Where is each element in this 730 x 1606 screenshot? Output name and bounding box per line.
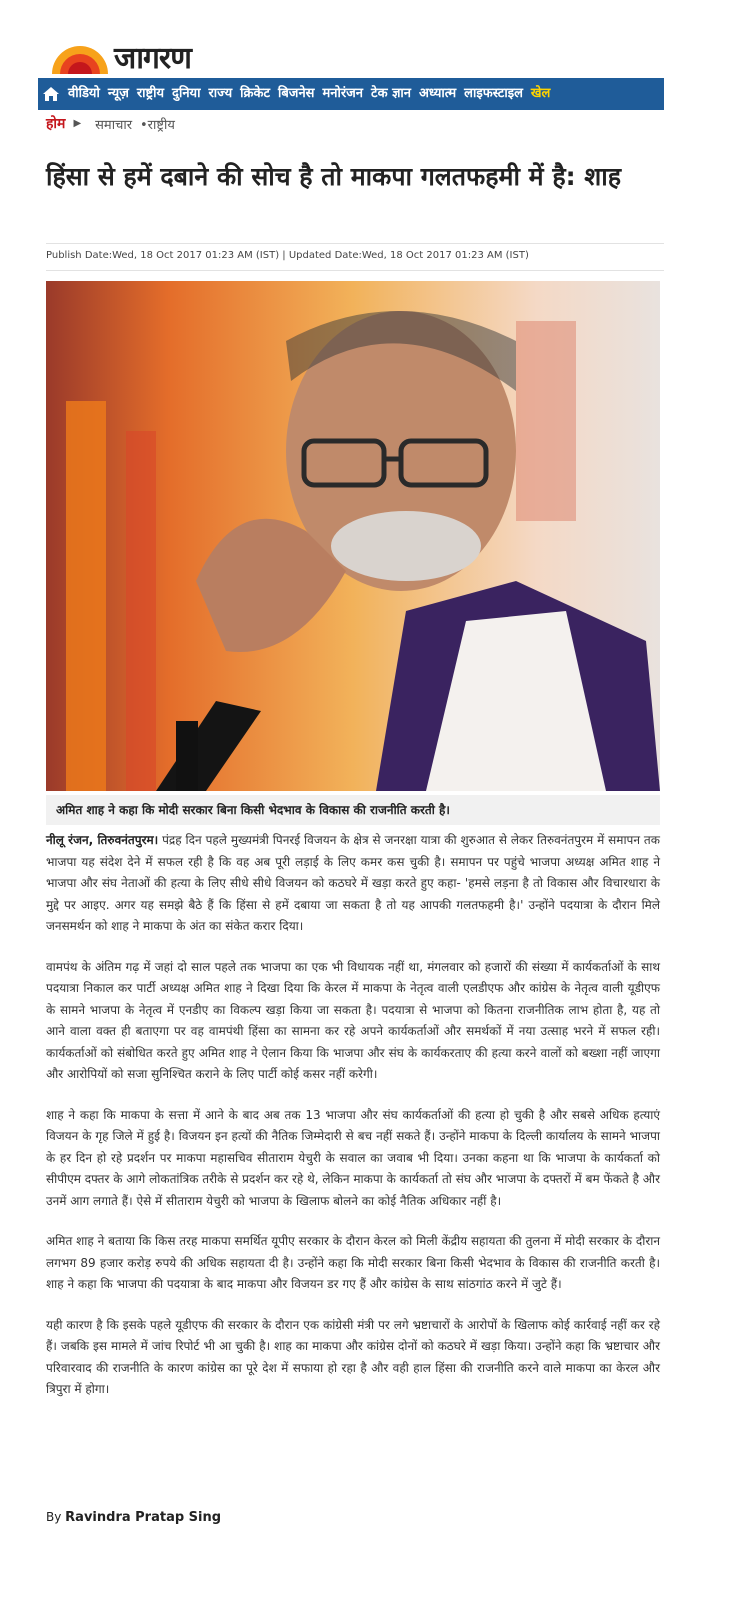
- breadcrumb-home[interactable]: होम: [46, 116, 66, 132]
- article-title: हिंसा से हमें दबाने की सोच है तो माकपा गलतफहमी में है: शाह: [46, 162, 622, 191]
- publish-dates: Publish Date:Wed, 18 Oct 2017 01:23 AM (IST) | Updated Date:Wed, 18 Oct 2017 01:23 AM (IST): [46, 250, 529, 261]
- article-body: [46, 830, 660, 1420]
- home-icon[interactable]: [38, 78, 64, 110]
- paragraph: अमित शाह ने बताया कि किस तरह माकपा समर्थित यूपीए सरकार के दौरान केरल को मिली केंद्रीय सहायता की तुलना में मोदी सरकार के दौरान लगभग 89 हजार करोड़ रुपये की अधिक सहायता दी है। उन्होंने कहा कि मोदी सरकार बिना किसी भेदभाव के विकास की राजनीति करती है। शाह ने कहा कि भाजपा की पदयात्रा के बाद माकपा और विजयन डर गए हैं और कांग्रेस के साथ सांठगांठ करने में जुटे हैं।: [46, 1234, 660, 1291]
- paragraph: [46, 830, 660, 938]
- breadcrumb-subsection[interactable]: •राष्ट्रीय: [140, 117, 175, 133]
- brand-name: जागरण: [114, 40, 191, 76]
- nav-item-video[interactable]: वीडियो: [68, 86, 100, 101]
- sun-logo-icon: [50, 38, 110, 74]
- photo-caption: अमित शाह ने कहा कि मोदी सरकार बिना किसी भेदभाव के विकास की राजनीति करती है।: [46, 795, 660, 825]
- jagran-logo[interactable]: [50, 36, 191, 76]
- breadcrumb: [46, 114, 175, 133]
- nav-item-world[interactable]: दुनिया: [172, 86, 201, 101]
- nav-item-entertainment[interactable]: मनोरंजन: [322, 86, 364, 101]
- paragraph: शाह ने कहा कि माकपा के सत्ता में आने के बाद अब तक 13 भाजपा और संघ कार्यकर्ताओं की हत्या हो चुकी है और सबसे अधिक हत्याएं विजयन के गृह जिले में हुई है। विजयन इन हत्यों की नैतिक जिम्मेदारी से बच नहीं सकते हैं। उन्होंने माकपा के दिल्ली कार्यालय के सामने भाजपा के हर दिन हो रहे प्रदर्शन पर माकपा महासचिव सीताराम येचुरी के सवाल का जवाब भी दिया। उनका कहना था कि भाजपा के कार्यकर्ता को सीपीएम दफ्तर के आगे लोकतांत्रिक तरीके से प्रदर्शन कर रहे थे, लेकिन माकपा के कार्यकर्ता तो संघ और भाजपा के दफ्तरों में बम फेंकते है और उनमें आग लगाते हैं। ऐसे में सीताराम येचुरी को भाजपा के खिलाफ बोलने का कोई नैतिक अधिकार नहीं है।: [46, 1107, 660, 1208]
- paragraph-text: पंद्रह दिन पहले मुख्यमंत्री पिनरई विजयन के क्षेत्र से जनरक्षा यात्रा की शुरुआत से लेकर तिरुवनंतपुरम में समापन तक भाजपा यह संदेश देने में सफल रही है कि वह अब पूरी लड़ाई के लिए कमर कस चुकी है। समापन पर पहुंचे भाजपा अध्यक्ष अमित शाह ने भाजपा और संघ नेताओं की हत्या के लिए सीधे सीधे विजयन को कठघरे में खड़ा करते हुए कहा- 'हमसे लड़ना है तो विकास और विचारधारा के मुद्दे पर आइए. अगर यह समझे बैठे हैं कि हिंसा से हमें दबाया जा सकता है तो यह आपकी गलतफहमी है।' उन्होंने पदयात्रा के दौरान मिले जनसमर्थन को शाह ने माकपा के अंत का संकेत करार दिया।: [46, 833, 660, 933]
- author-name[interactable]: Ravindra Pratap Sing: [65, 1510, 222, 1525]
- paragraph: यही कारण है कि इसके पहले यूडीएफ की सरकार के दौरान एक कांग्रेसी मंत्री पर लगे भ्रष्टाचारों के आरोपों के खिलाफ कोई कार्रवाई नहीं कर रहे हैं। जबकि इस मामले में जांच रिपोर्ट भी आ चुकी है। शाह का माकपा और कांग्रेस दोनों को कठघरे में खड़ा किया। उन्होंने कहा कि भ्रष्टाचार और परिवारवाद की राजनीति के कारण कांग्रेस का पूरे देश में सफाया हो रहा है और वही हाल हिंसा की राजनीति करने वाले माकपा का केरल और त्रिपुरा में होगा।: [46, 1317, 660, 1396]
- byline: [46, 1510, 221, 1525]
- main-nav: [38, 78, 664, 110]
- breadcrumb-section[interactable]: समाचार: [95, 117, 133, 133]
- divider: [46, 270, 664, 271]
- nav-item-business[interactable]: बिजनेस: [278, 86, 315, 101]
- nav-item-lifestyle[interactable]: लाइफस्टाइल: [464, 86, 523, 101]
- divider: [46, 243, 664, 244]
- nav-item-news[interactable]: न्यूज़: [107, 86, 129, 101]
- nav-item-state[interactable]: राज्य: [208, 86, 233, 101]
- nav-item-national[interactable]: राष्ट्रीय: [136, 86, 165, 101]
- paragraph: वामपंथ के अंतिम गढ़ में जहां दो साल पहले तक भाजपा का एक भी विधायक नहीं था, मंगलवार को हजारों की संख्या में कार्यकर्ताओं के साथ पदयात्रा निकाल कर पार्टी अध्यक्ष अमित शाह ने दिखा दिया कि केरल में माकपा के नेतृत्व वाली एलडीएफ और कांग्रेस के नेतृत्व वाली यूडीएफ के सामने भाजपा के नेतृत्व में एनडीए का विकल्प खड़ा किया जा सकता है। पदयात्रा से भाजपा को कितना राजनीतिक लाभ होता है, यह तो आने वाला वक्त ही बताएगा पर वह वामपंथी हिंसा का सामना कर रहे अपने कार्यकर्ताओं और समर्थकों में नया उत्साह भरने में सफल रही। कार्यकर्ताओं को संबोधित करते हुए अमित शाह ने ऐलान किया कि भाजपा और संघ के कार्यकरताए की हत्या करने वालों को बख्शा नहीं जाएगा और आरोपियों को सजा सुनिश्चित कराने के लिए पार्टी कोई कसर नहीं करेगी।: [46, 959, 660, 1081]
- nav-item-cricket[interactable]: क्रिकेट: [240, 86, 271, 101]
- nav-item-spirituality[interactable]: अध्यात्म: [419, 86, 457, 101]
- nav-item-tech[interactable]: टेक ज्ञान: [371, 86, 411, 101]
- nav-item-sports[interactable]: खेल: [530, 86, 551, 101]
- article-photo: [46, 281, 660, 791]
- caret-right-icon: ▶: [73, 118, 82, 129]
- dateline: नीलू रंजन, तिरुवनंतपुरम।: [46, 833, 159, 847]
- byline-prefix: By: [46, 1510, 62, 1524]
